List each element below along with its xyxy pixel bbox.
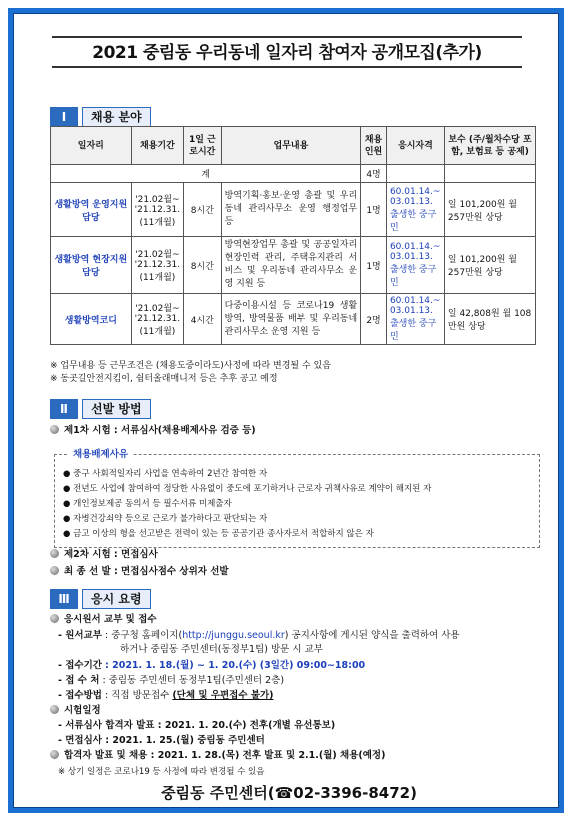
cell-job: 생활방역 현장지원담당 bbox=[51, 237, 132, 294]
cell-duties: 방역현장업무 총괄 및 공공일자리 현장인력 관리, 주택유지관리 서비스 및 우리동네 관리사무소 운영 지원 등 bbox=[221, 237, 361, 294]
exclusion-item: ● 금고 이상의 형을 선고받은 전력이 있는 등 공공기관 종사자로서 적합하지 않은 자 bbox=[63, 529, 374, 539]
method-label: - 접수방법 bbox=[58, 690, 102, 701]
bullet-icon bbox=[50, 705, 59, 714]
total-count: 4명 bbox=[361, 165, 387, 183]
cell-job: 생활방역 운영지원담당 bbox=[51, 183, 132, 237]
cell-pay: 일 101,200원 월 257만원 상당 bbox=[444, 237, 535, 294]
method-value: : 직접 방문접수 bbox=[105, 690, 173, 701]
section-2-title: 선발 방법 bbox=[82, 399, 151, 419]
schedule-head: 시험일정 bbox=[64, 705, 101, 716]
method-note: (단체 및 우편접수 불가) bbox=[172, 690, 274, 701]
jobs-table bbox=[50, 126, 536, 345]
place-label: - 접 수 처 bbox=[58, 675, 100, 686]
section-1-header bbox=[50, 106, 151, 128]
exam1-text: 제1차 시험 : 서류심사(채용배제사유 검증 등) bbox=[64, 425, 256, 436]
apply-form-line bbox=[58, 629, 558, 643]
exam2-line bbox=[50, 548, 550, 562]
exclusion-item: ● 중구 사회적일자리 사업을 연속하여 2년간 참여한 자 bbox=[63, 469, 268, 479]
bullet-icon bbox=[50, 750, 59, 759]
exclusion-item: ● 개인정보제공 동의서 등 필수서류 미제출자 bbox=[63, 499, 232, 509]
bullet-icon bbox=[50, 614, 59, 623]
total-row bbox=[51, 165, 536, 183]
section-3-header bbox=[50, 588, 151, 610]
col-header: 채용 인원 bbox=[361, 127, 387, 165]
cell-duties: 다중이용시설 등 코로나19 생활방역, 방역물품 배부 및 우리동네 관리사무소 운영 지원 등 bbox=[221, 294, 361, 345]
col-header: 일자리 bbox=[51, 127, 132, 165]
cell-hours: 8시간 bbox=[184, 183, 222, 237]
apply-head: 응시원서 교부 및 접수 bbox=[64, 614, 157, 625]
schedule-item: - 서류심사 합격자 발표 : 2021. 1. 20.(수) 전후(개별 유선통보) bbox=[58, 720, 336, 731]
method-line bbox=[58, 689, 558, 703]
period-label: - 접수기간 bbox=[58, 660, 102, 671]
place-value: : 중림동 주민센터 동정부1팀(주민센터 2층) bbox=[102, 675, 285, 686]
exam1-line bbox=[50, 424, 550, 438]
apply-head-line bbox=[50, 613, 550, 627]
col-header: 보수 (주/월차수당 포함, 보험료 등 공제) bbox=[444, 127, 535, 165]
page-title: 2021 중림동 우리동네 일자리 참여자 공개모집(추가) bbox=[52, 36, 522, 68]
col-header: 업무내용 bbox=[221, 127, 361, 165]
result-text: 합격자 발표 및 채용 : 2021. 1. 28.(목) 전후 발표 및 2.1.(월) 채용(예정) bbox=[64, 750, 386, 761]
page-frame bbox=[8, 8, 564, 813]
table-notes bbox=[50, 360, 540, 386]
section-2-number: Ⅱ bbox=[50, 399, 78, 419]
exclusion-item: ● 자병건강쇠약 등으로 근로가 불가하다고 판단되는 자 bbox=[63, 514, 268, 524]
cell-count: 2명 bbox=[361, 294, 387, 345]
section-1-number: Ⅰ bbox=[50, 107, 78, 127]
schedule-item: - 면접심사 : 2021. 1. 25.(월) 중림동 주민센터 bbox=[58, 735, 265, 746]
apply-form-text: ) 공지사항에 게시된 양식을 출력하여 사용 bbox=[284, 630, 460, 641]
col-header: 1일 근로시간 bbox=[184, 127, 222, 165]
cell-duties: 방역기획·홍보·운영 총괄 및 우리동네 관리사무소 운영 행정업무 등 bbox=[221, 183, 361, 237]
table-header-row bbox=[51, 127, 536, 165]
cell-period: '21.02월~ '21.12.31. (11개월) bbox=[131, 294, 183, 345]
section-3-number: Ⅲ bbox=[50, 589, 78, 609]
table-row bbox=[51, 183, 536, 237]
bullet-icon bbox=[50, 549, 59, 558]
schedule-head-line bbox=[50, 704, 550, 718]
result-line bbox=[50, 749, 550, 763]
final-line bbox=[50, 565, 550, 579]
period-value: : 2021. 1. 18.(월) ~ 1. 20.(수) (3일간) 09:00~18:00 bbox=[105, 660, 366, 671]
cell-pay: 일 101,200원 월 257만원 상당 bbox=[444, 183, 535, 237]
bullet-icon bbox=[50, 425, 59, 434]
final-text: 최 종 선 발 : 면접심사점수 상위자 선발 bbox=[64, 566, 229, 577]
cell-count: 1명 bbox=[361, 237, 387, 294]
col-header: 채용기간 bbox=[131, 127, 183, 165]
col-header: 응시자격 bbox=[386, 127, 444, 165]
table-row bbox=[51, 237, 536, 294]
section-1-title: 채용 분야 bbox=[82, 107, 151, 127]
total-label: 계 bbox=[51, 165, 361, 183]
cell-qualification: 60.01.14.~ 03.01.13.출생한 중구민 bbox=[386, 237, 444, 294]
place-line bbox=[58, 674, 558, 688]
footer-contact: 중림동 주민센터(☎02-3396-8472) bbox=[161, 784, 417, 802]
cell-hours: 4시간 bbox=[184, 294, 222, 345]
document bbox=[13, 13, 559, 808]
period-line bbox=[58, 659, 558, 673]
homepage-link[interactable]: http://junggu.seoul.kr bbox=[182, 630, 285, 641]
apply-form-label: - 원서교부 bbox=[58, 630, 102, 641]
table-row bbox=[51, 294, 536, 345]
exclusion-item: ● 전년도 사업에 참여하여 정당한 사유없이 중도에 포기하거나 근로자 귀책사유로 계약이 해지된 자 bbox=[63, 484, 432, 494]
exclusion-label: 채용배제사유 bbox=[69, 447, 132, 462]
bullet-icon bbox=[50, 566, 59, 575]
cell-job: 생활방역코디 bbox=[51, 294, 132, 345]
section-3-title: 응시 요령 bbox=[82, 589, 151, 609]
exam2-text: 제2차 시험 : 면접심사 bbox=[64, 549, 158, 560]
covid-note: ※ 상기 일정은 코로나19 등 사정에 따라 변경될 수 있음 bbox=[58, 767, 265, 777]
cell-count: 1명 bbox=[361, 183, 387, 237]
cell-period: '21.02월~ '21.12.31. (11개월) bbox=[131, 183, 183, 237]
cell-hours: 8시간 bbox=[184, 237, 222, 294]
cell-period: '21.02월~ '21.12.31. (11개월) bbox=[131, 237, 183, 294]
cell-qualification: 60.01.14.~ 03.01.13.출생한 중구민 bbox=[386, 183, 444, 237]
cell-pay: 일 42,808원 월 108만원 상당 bbox=[444, 294, 535, 345]
note-line: ※ 업무내용 등 근무조건은 (채용도중이라도)사정에 따라 변경될 수 있음 bbox=[50, 361, 331, 371]
apply-form-line-2: 하거나 중림동 주민센터(동정부1팀) 방문 시 교부 bbox=[120, 644, 323, 655]
exclusion-box bbox=[54, 449, 540, 548]
cell-qualification: 60.01.14.~ 03.01.13.출생한 중구민 bbox=[386, 294, 444, 345]
apply-form-text: : 중구청 홈페이지( bbox=[105, 630, 183, 641]
note-line: ※ 동곳길안전지킴이, 쉼터올래매니저 등은 추후 공고 예정 bbox=[50, 374, 278, 384]
section-2-header bbox=[50, 398, 151, 420]
